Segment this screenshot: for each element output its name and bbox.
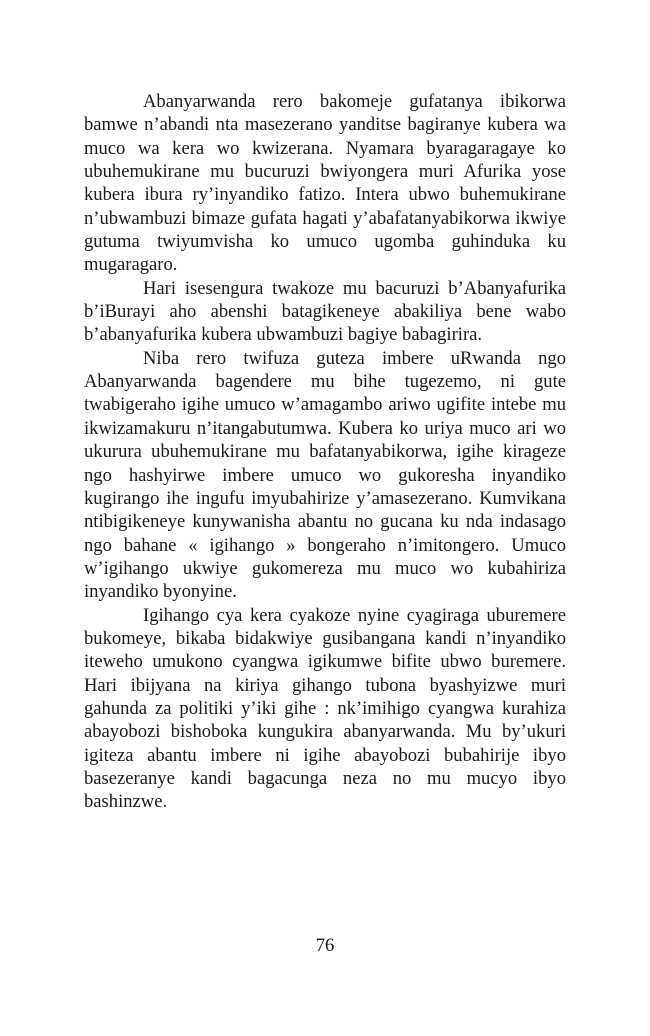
paragraph-2: Hari isesengura twakoze mu bacuruzi b’Abanyafurika b’iBurayi aho abenshi batagikeneye abakiliya bene wabo b’abanyafurika kubera ubwambuzi bagiye babagirira. bbox=[84, 277, 566, 346]
paragraph-1: Abanyarwanda rero bakomeje gufatanya ibikorwa bamwe n’abandi nta masezerano yanditse bagiranye kubera wa muco wa kera wo kwizerana. Nyamara byaragaragaye ko ubuhemukirane mu bucuruzi bwiyongera muri Afurika yose kubera ibura ry’inyandiko fatizo. Intera ubwo buhemukirane n’ubwambuzi bimaze gufata hagati y’abafatanyabikorwa ikwiye gutuma twiyumvisha ko umuco ugomba guhinduka ku mugaragaro. bbox=[84, 91, 566, 276]
page-number: 76 bbox=[315, 935, 335, 956]
paragraph-4: Igihango cya kera cyakoze nyine cyagiraga uburemere bukomeye, bikaba bidakwiye gusibangana kandi n’inyandiko iteweho umukono cyangwa igikumwe bifite ubwo buremere. Hari ibijyana na kiriya gihango tubona byashyizwe muri gahunda za politiki y’iki gihe : nk’imihigo cyangwa kurahiza abayobozi bishoboka kungukira abanyarwanda. Mu by’ukuri igiteza abantu imbere ni igihe abayobozi bubahirije ibyo basezeranye kandi bagacunga neza no mu mucyo ibyo bashinzwe. bbox=[84, 604, 566, 813]
page-body bbox=[84, 90, 566, 814]
paragraph-3: Niba rero twifuza guteza imbere uRwanda ngo Abanyarwanda bagendere mu bihe tugezemo, ni gute twabigeraho igihe umuco w’amagambo ariwo ugifite intebe mu ikwizamakuru n’itangabutumwa. Kubera ko uriya muco ari wo ukurura ubuhemukirane mu bafatanyabikorwa, igihe kirageze ngo hashyirwe imbere umuco wo gukoresha inyandiko kugirango ihe ingufu imyubahirize y’amasezerano. Kumvikana ntibigikeneye kunywanisha abantu no gucana ku nda indasago ngo bahane « igihango » bongeraho n’imitongero. Umuco w’igihango ukwiye gukomereza mu muco wo kubahiriza inyandiko byonyine. bbox=[84, 347, 566, 603]
